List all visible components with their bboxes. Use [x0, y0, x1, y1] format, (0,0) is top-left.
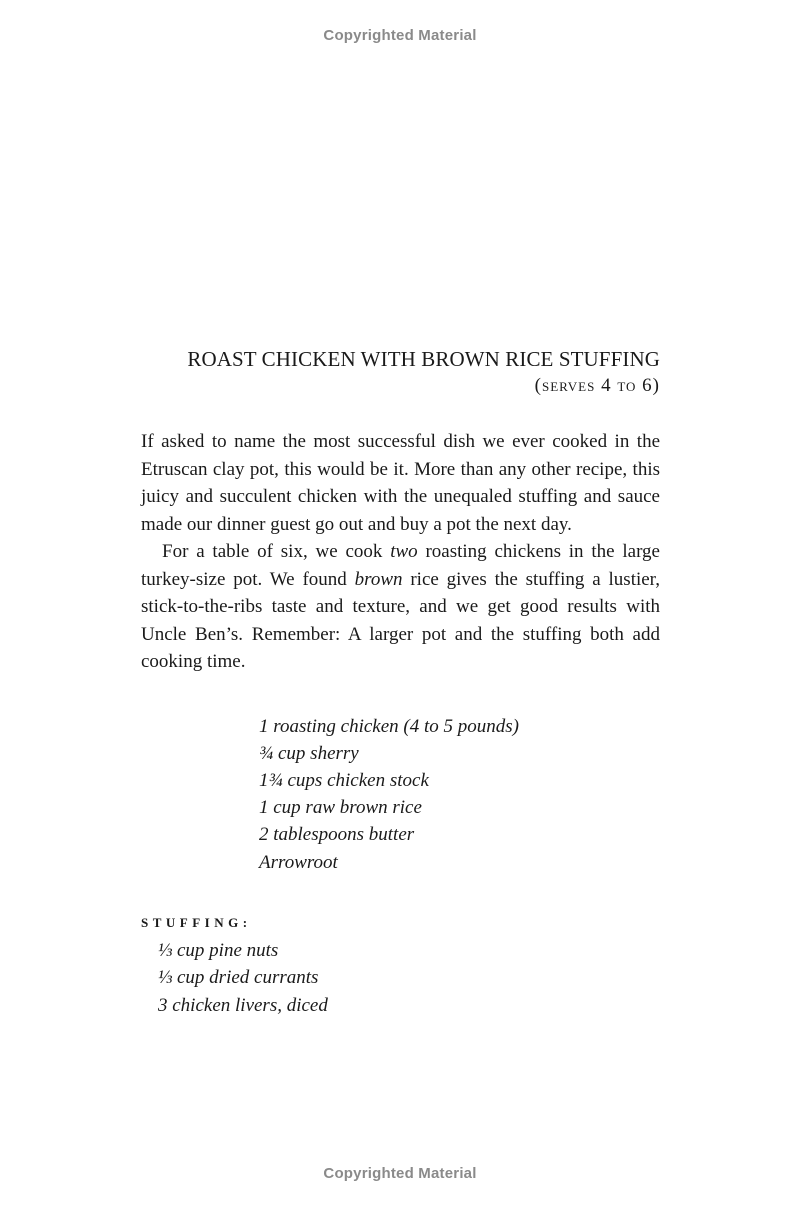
stuffing-item: ⅓ cup dried currants [158, 967, 319, 989]
ingredient-list [259, 713, 660, 876]
ingredient-item: 1 cup raw brown rice [259, 797, 422, 819]
ingredient-item: 2 tablespoons butter [259, 824, 415, 846]
stuffing-list [158, 937, 660, 1020]
intro-paragraph-1 [141, 428, 660, 538]
ingredient-item: ¾ cup sherry [259, 742, 359, 764]
intro-paragraph-1-text: If asked to name the most successful dish we ever cooked in the Etruscan clay pot, this would be it. More than any other recipe, this juicy and succulent chicken with the unequaled stuffing and sauce made our dinner guest go out and buy a pot the next day. [141, 431, 660, 535]
emphasis-two: two [390, 541, 418, 562]
stuffing-item: 3 chicken livers, diced [158, 994, 328, 1016]
stuffing-item: ⅓ cup pine nuts [158, 939, 279, 961]
ingredient-item: 1 roasting chicken (4 to 5 pounds) [259, 715, 519, 737]
intro-paragraph-2 [141, 538, 660, 676]
intro-paragraph-2-text-a: For a table of six, we cook [162, 541, 391, 562]
emphasis-brown: brown [354, 568, 403, 590]
intro-paragraph-2-text-c: rice gives the stuffing a lustier, stick-to-the-ribs taste and texture, and we get good results with Uncle Ben’s. Remember: A larger pot and the stuffing both add cooking time. [141, 568, 661, 672]
ingredient-item: Arrowroot [259, 851, 338, 873]
stuffing-heading: STUFFING: [141, 914, 252, 930]
recipe-intro [141, 428, 660, 676]
ingredient-item: 1¾ cups chicken stock [259, 769, 429, 791]
recipe-page [141, 346, 660, 1020]
copyright-watermark-bottom: Copyrighted Material [323, 1165, 477, 1182]
recipe-title: ROAST CHICKEN WITH BROWN RICE STUFFING [187, 347, 660, 371]
copyright-watermark-top: Copyrighted Material [323, 27, 477, 44]
intro-paragraph-2-text-b: roasting chickens in the large turkey-size pot. We found [141, 541, 660, 590]
serves-note: (serves 4 to 6) [534, 375, 660, 396]
